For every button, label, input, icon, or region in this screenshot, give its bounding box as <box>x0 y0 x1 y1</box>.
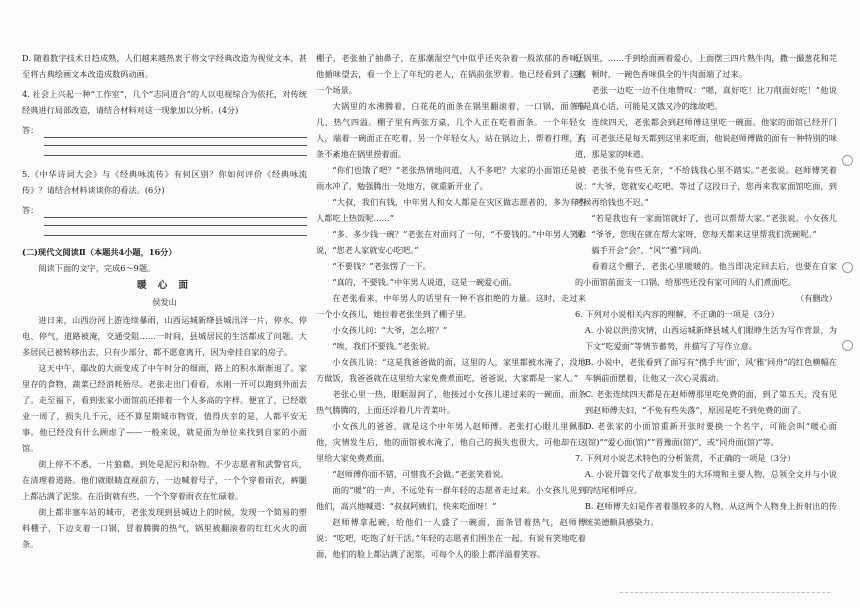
story-paragraph: 街上停不不悉，一片狼藉，到处是泥污和杂物。不少志愿者和武警官兵，在清理着道路。他们就眼睛直视前方，一边喊着号子，一个个穿着雨衣，裤腿上都沾满了泥浆。在沿街就有些，一个个穿着雨衣在忙碌着。 <box>22 459 307 501</box>
story-paragraph: 连续四天，老张都会到赵师傅这里吃一碗面。他家的面馆已经开门了，可老张还是每天都到这里来吃面，他说赵师傅做的面有一种特别的味道，那是家的味道。 <box>575 117 838 159</box>
question-4: 4. 社会上兴起一种“工作室”，几个“志同道合”的人以电视综合为依托，对传统经典进行局部改造，请结合材料对这一现象加以分析。(4分) <box>22 89 307 115</box>
column-middle <box>316 50 586 562</box>
question-7: 7. 下列对小说艺术特色的分析鉴赏，不正确的一项是（3分） <box>575 453 796 463</box>
story-paragraph: “大叔，我们有钱，中年男人和女人都是在灾区做志愿者的，多为有些人都吃上热饭呢……” <box>316 197 586 223</box>
question-6: 6. 下列对小说相关内容的理解，不正确的一项是（3分） <box>575 309 779 319</box>
story-paragraph: 小女孩儿的爸爸，就是这个中年男人赵师傅。老张打心眼儿里佩服他，灾情发生后，他的面馆被水淹了，他自己的损失也很大，可他却在这里给大家免费煮面。 <box>316 421 586 463</box>
story-paragraph: 街上都非塞车站的城市，老张发现到县城边上的时候，发现一个简易的塑料棚子，下边支着一口锅，冒着腾腾的热气，锅里被翻滚着的红红火火的面条。 <box>22 507 307 549</box>
story-paragraph: 进日来，山西汾河上游连续暴雨，山西运城新绛县城汛洋一片，停水、停电、停气，道路被淹，交通受阻……一时间，县城居民的生活都成了问题。大多居民已被转移出去，只有少部分，都不愿意离开，因为牵挂自家的房子。 <box>22 315 307 357</box>
binding-hole <box>842 340 853 351</box>
q4-answer-label: 答： <box>22 125 39 135</box>
source-note: （有删改） <box>796 293 837 303</box>
q5-answer-label: 答： <box>22 205 39 215</box>
binding-hole <box>842 155 853 166</box>
story-paragraph: 看着这个棚子，老张心里暖暖的。他当即决定回去后，也要在自家的小面馆前面支一口锅，给那些还没有家可回的人们煮面吃。 <box>575 261 837 287</box>
section-header: (二)现代文阅读Ⅱ（本题共4小题，16分） <box>22 247 177 257</box>
story-paragraph: 老张一边吃一边不住地赞叹：“嗯，真好吃！比刀削面好吃！”他说的是真心话，可能是又饿又冷的缘故吧。 <box>575 85 837 111</box>
story-paragraph: 小女孩儿问：“大爷，怎么啦？” <box>332 325 448 335</box>
story-paragraph: 在老张看来，中年男人的话里有一种不容拒绝的力量。这时，走过来一个小女孩儿，她拉着老张坐到了棚子里。 <box>316 293 586 319</box>
story-paragraph: “你们也饿了吧？”老张热情地问道，人不多吧？大家的小面馆还是被雨水冲了，勉强腾出一处地方，就重新开业了。 <box>316 165 586 191</box>
story-paragraph: 小女孩儿说：“这是我爸爸做的面，这里的人，家里都被水淹了，没地方做饭，我爸爸就在这里给大家免费煮面吃，爸爸说，大家都是一家人。” <box>316 357 586 383</box>
story-paragraph: “真的，不要钱。”中年男人说道，这是一碗爱心面。 <box>332 277 517 287</box>
story-paragraph: “多、多少钱一碗？”老张在对面问了一句，“不要钱的。”中年男人笑着说，“您老人家就安心吃吧。” <box>316 229 586 255</box>
story-paragraph: “不要钱？”老张愣了一下。 <box>332 261 431 271</box>
q7-option-b: B. 赵师傅夫妇是作者着墨较多的人物，从这两个人物身上折射出的传统美德颇具感染力。 <box>584 501 837 527</box>
story-paragraph: “若是我也有一家面馆就好了，也可以帮帮大家。”老张说。小女孩儿说：“爷爷，您现在就在帮大家呀，您每天都来这里帮我们洗碗呢。” <box>575 213 837 239</box>
q4-answer-line <box>22 122 307 138</box>
story-author: 侯发山 <box>152 297 177 307</box>
q6-option-a: A. 小说以洪涝灾情，山西运城新绛县城人们眼睁生活为写作背景，为下文“吃爱面”等情节蓄势，并描写了写作立意。 <box>584 325 837 351</box>
story-paragraph: 这天中午，鄢改的大雨变成了中午时分的细雨，路上的积水渐渐退了。家里存的食物，蔬菜已经消耗殆尽。老张走出门看看，水刚一开可以跑到外面去了。走至福下，看到张家小面馆前还排着一个人多高的字样。便宜了，已经歇业一周了，损失几千元，还不算星期城市物资，值得庆幸的是，人都平安无事。他已经没有什么顾虑了——一般来说，就是面为单位来找到自家的小面馆。 <box>22 363 307 453</box>
q6-option-c: C. 老张连续四天都是在赵师傅那里吃免费的面，到了第五天，没有见到赵师傅夫妇，“不免有些失落”，原因是吃不到免费的面了。 <box>584 389 837 415</box>
column-right <box>575 50 837 530</box>
story-paragraph: 老张不免有些无奈，“不给钱我心里不踏实。”老张说。赵师傅笑着说：“大爷，您就安心吃吧，等过了这段日子，您再来我家面馆吃面，到时候再给钱也不迟。” <box>575 165 837 207</box>
option-d: D. 随着数字技术日趋成熟，人们越来越热衷于将文字经典改造为视觉文本，甚至将古典绘画文本改造成数码动画。 <box>22 53 307 79</box>
reading-instruction: 阅读下面的文字，完成6～9题。 <box>38 263 156 273</box>
q7-option-a: A. 小说开篇交代了故事发生的大环境和主要人物，总领全文并与小说的结尾相呼应。 <box>584 469 837 495</box>
story-paragraph: 棚子，老张抽了抽鼻子，在那潮湿空气中似乎还夹杂着一股浓郁的香味，他循味望去，看一个上了年纪的老人，在锅前张罗着。他已经看到了这样一个场景。 <box>316 53 586 95</box>
story-title: 暖 心 面 <box>136 280 193 291</box>
story-paragraph: 搞手开会“会”，“风”“雅”同尚。 <box>591 245 707 255</box>
faint-line <box>620 580 830 593</box>
answer-line <box>44 144 307 146</box>
column-left <box>22 50 307 552</box>
story-paragraph: 狂锅里，……手到绘面画着爱心，上面摆三四片熟牛肉，撒一撮葱花和芫荽，顿时，一碗色香味俱全的牛肉面端了过来。 <box>575 53 838 79</box>
q6-option-b: B. 小说中，老张看到了面写有“携手共‘面’，风‘雅’同舟”的红色横幅在车辆前面摆着，让他又一次心灵震动。 <box>584 357 837 383</box>
story-paragraph: 赵师傅拿起碗，给他们一人盛了一碗面，面条冒着热气，赵师傅说：“吃吧，吃饱了好干活。”年轻的志愿者们围坐在一起，有说有笑地吃着面，他们的脸上都沾满了泥浆，可每个人的脸上都洋溢着笑容。 <box>316 517 586 559</box>
q5-answer-line <box>22 202 307 218</box>
q6-option-d: D. 老张家的小面馆重新开张时要换一个名字，可能会叫“暖心面(馆)”“爱心面(馆)”“晋豫面(馆)”，或“同舟面(馆)”等。 <box>584 421 837 447</box>
answer-line <box>44 234 307 236</box>
story-paragraph: “赵师傅你面不错，可惜我不会做。”老张笑着说。 <box>332 469 509 479</box>
question-5: 5.《中华诗词大会》与《经典咏流传》有何区别？你如何评价《经典咏流传》？请结合材料谈谈你的看法。(6分) <box>22 169 307 195</box>
binding-hole <box>842 262 853 273</box>
answer-line <box>44 224 307 226</box>
story-paragraph: 老张心里一热，眼眶湿润了，他接过小女孩儿递过来的一碗面，面条热气腾腾的，上面还浮着几片青菜叶。 <box>316 389 586 415</box>
story-paragraph: 大锅里的水沸腾着，白花花的面条在锅里翻滚着，一口锅，面条有几，热气四溢。棚子里有两张方桌，几个人正在吃着面条。一个年轻女人，端着一碗面正在吃着，另一个年轻女人，站在锅边上，帮着打理，有条不紊地在锅里捞着面。 <box>316 101 586 159</box>
story-paragraph: “唉，我们不要钱。”老张说。 <box>332 341 435 351</box>
story-paragraph: 面的“暖”的一声，不远处有一群年轻的志愿者走过来。小女孩儿见到他们，高兴地喊道：“叔叔阿姨们，快来吃面呀！” <box>316 485 586 511</box>
answer-line <box>44 154 307 156</box>
